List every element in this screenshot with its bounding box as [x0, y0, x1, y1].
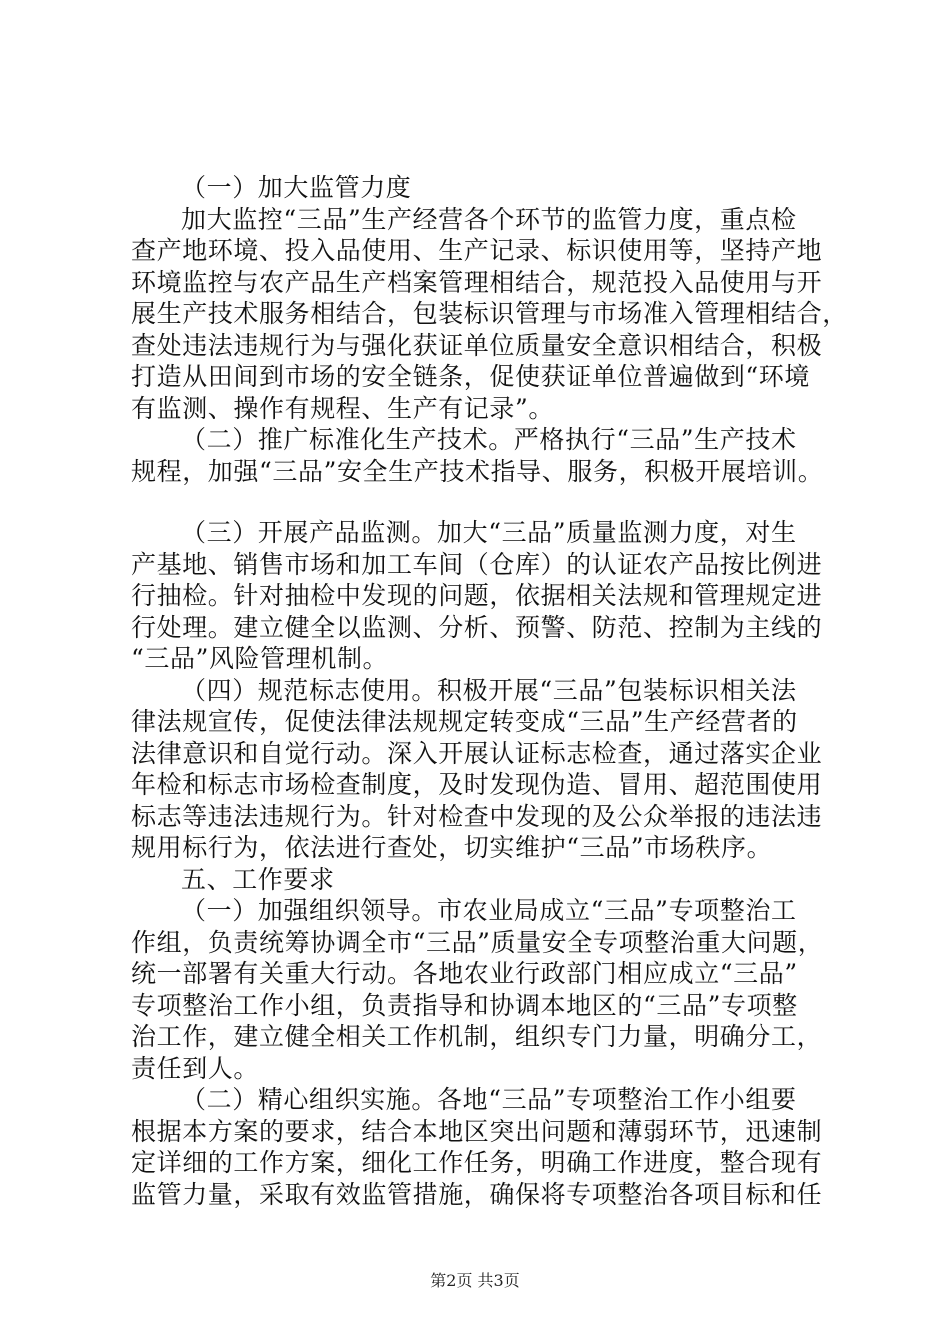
- paragraph-line: 产基地、销售市场和加工车间（仓库）的认证农产品按比例进: [131, 549, 823, 579]
- paragraph-line: 加大监控“三品”生产经营各个环节的监管力度，重点检: [181, 204, 797, 234]
- paragraph-line: 定详细的工作方案，细化工作任务，明确工作进度，整合现有: [131, 1148, 823, 1177]
- paragraph-line: 查产地环境、投入品使用、生产记录、标识使用等，坚持产地: [131, 236, 823, 265]
- paragraph-line: “三品”风险管理机制。: [131, 644, 389, 673]
- paragraph-line: 查处违法违规行为与强化获证单位质量安全意识相结合，积极: [131, 330, 823, 360]
- paragraph-line: 专项整治工作小组，负责指导和协调本地区的“三品”专项整: [131, 990, 798, 1020]
- paragraph-line: 展生产技术服务相结合，包装标识管理与市场准入管理相结合，: [131, 299, 848, 328]
- paragraph-line: 规用标行为，依法进行查处，切实维护“三品”市场秩序。: [131, 833, 773, 862]
- paragraph-line: 规程，加强“三品”安全生产技术指导、服务，积极开展培训。: [131, 456, 824, 486]
- paragraph-line: 行抽检。针对抽检中发现的问题，依据相关法规和管理规定进: [131, 581, 823, 610]
- paragraph-line: 作组，负责统筹协调全市“三品”质量安全专项整治重大问题，: [131, 927, 824, 957]
- paragraph-line: 责任到人。: [131, 1053, 260, 1083]
- document-body: [131, 172, 851, 1210]
- paragraph-line: 治工作，建立健全相关工作机制，组织专门力量，明确分工，: [131, 1022, 823, 1051]
- paragraph-line: 律法规宣传，促使法律法规规定转变成“三品”生产经营者的: [131, 707, 798, 736]
- paragraph-line: 环境监控与农产品生产档案管理相结合，规范投入品使用与开: [131, 267, 823, 297]
- paragraph-line: 行处理。建立健全以监测、分析、预警、防范、控制为主线的: [131, 612, 823, 642]
- paragraph-line: 法律意识和自觉行动。深入开展认证标志检查，通过落实企业: [131, 738, 823, 768]
- paragraph-line: 统一部署有关重大行动。各地农业行政部门相应成立“三品”: [131, 959, 798, 988]
- paragraph-line: （三）开展产品监测。加大“三品”质量监测力度，对生: [181, 518, 797, 547]
- paragraph-line: 标志等违法违规行为。针对检查中发现的及公众举报的违法违: [131, 801, 823, 831]
- paragraph-line: 打造从田间到市场的安全链条，促使获证单位普遍做到“环境: [131, 362, 810, 391]
- paragraph-line: （四）规范标志使用。积极开展“三品”包装标识相关法: [181, 675, 797, 705]
- paragraph-line: 根据本方案的要求，结合本地区突出问题和薄弱环节，迅速制: [131, 1116, 823, 1146]
- paragraph-line: （一）加强组织领导。市农业局成立“三品”专项整治工: [181, 896, 797, 925]
- paragraph-line: （二）精心组织实施。各地“三品”专项整治工作小组要: [181, 1085, 797, 1114]
- section-heading-1: （一）加大监管力度: [181, 173, 412, 202]
- paragraph-line: 年检和标志市场检查制度，及时发现伪造、冒用、超范围使用: [131, 770, 823, 799]
- paragraph-line: （二）推广标准化生产技术。严格执行“三品”生产技术: [181, 425, 797, 454]
- paragraph-line: 有监测、操作有规程、生产有记录”。: [131, 393, 554, 423]
- page-number-footer: 第2页 共3页: [430, 1271, 520, 1290]
- paragraph-spacer: [131, 487, 851, 517]
- section-heading-5: 五、工作要求: [181, 864, 335, 894]
- paragraph-line: 监管力量，采取有效监管措施，确保将专项整治各项目标和任: [131, 1179, 823, 1209]
